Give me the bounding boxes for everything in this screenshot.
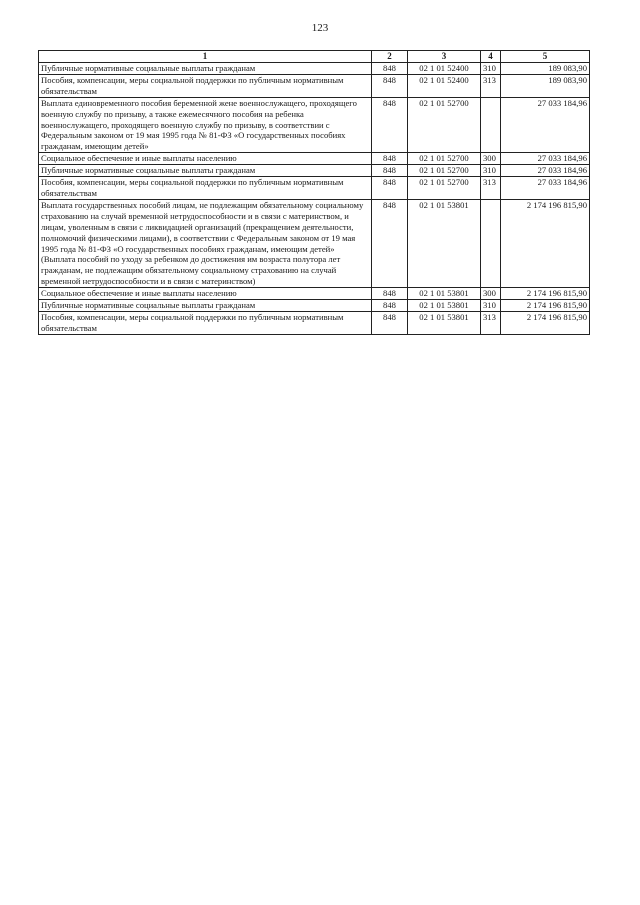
table-row: [39, 153, 590, 165]
table-row: [39, 74, 590, 97]
row-vr: [481, 97, 501, 153]
header-col-4: 4: [481, 51, 501, 63]
row-sum: 189 083,90: [501, 63, 590, 75]
page-number: 123: [311, 22, 329, 34]
row-ved: 848: [372, 199, 408, 287]
row-sum: 2 174 196 815,90: [501, 300, 590, 312]
header-col-3: 3: [408, 51, 481, 63]
table-row: [39, 311, 590, 334]
header-col-5: 5: [501, 51, 590, 63]
row-csr: 02 1 01 53801: [408, 300, 481, 312]
row-vr: 313: [481, 311, 501, 334]
budget-table: [38, 50, 590, 335]
row-csr: 02 1 01 52400: [408, 63, 481, 75]
row-ved: 848: [372, 288, 408, 300]
header-row: [39, 51, 590, 63]
row-sum: 189 083,90: [501, 74, 590, 97]
row-name: Пособия, компенсации, меры социальной поддержки по публичным нормативным обязательствам: [39, 74, 372, 97]
row-sum: 27 033 184,96: [501, 177, 590, 200]
row-vr: 310: [481, 63, 501, 75]
row-vr: 300: [481, 288, 501, 300]
row-vr: 300: [481, 153, 501, 165]
row-sum: 2 174 196 815,90: [501, 199, 590, 287]
row-csr: 02 1 01 52700: [408, 153, 481, 165]
row-sum: 27 033 184,96: [501, 153, 590, 165]
table-row: [39, 199, 590, 287]
row-ved: 848: [372, 177, 408, 200]
table-row: [39, 177, 590, 200]
row-ved: 848: [372, 74, 408, 97]
row-sum: 27 033 184,96: [501, 97, 590, 153]
row-ved: 848: [372, 165, 408, 177]
row-name: Пособия, компенсации, меры социальной поддержки по публичным нормативным обязательствам: [39, 311, 372, 334]
row-name: Публичные нормативные социальные выплаты гражданам: [39, 165, 372, 177]
table-row: [39, 300, 590, 312]
header-col-2: 2: [372, 51, 408, 63]
row-csr: 02 1 01 52700: [408, 177, 481, 200]
row-csr: 02 1 01 52700: [408, 97, 481, 153]
table-row: [39, 97, 590, 153]
row-vr: 313: [481, 177, 501, 200]
row-csr: 02 1 01 52400: [408, 74, 481, 97]
header-col-1: 1: [39, 51, 372, 63]
table-row: [39, 165, 590, 177]
row-ved: 848: [372, 97, 408, 153]
row-name: Пособия, компенсации, меры социальной поддержки по публичным нормативным обязательствам: [39, 177, 372, 200]
row-vr: [481, 199, 501, 287]
row-name: Выплата государственных пособий лицам, не подлежащим обязательному социальному страхованию на случай временной нетрудоспособности и в связи с материнством, и лицам, уволенным в связи с ликвидацией организаций (прекращением деятельности, полномочий физическими лицами), в соответствии с Федеральным законом от 19 мая 1995 года № 81-ФЗ «О государственных пособиях гражданам, имеющим детей» (Выплата пособий по уходу за ребенком до достижения им возраста полутора лет гражданам, не подлежащим обязательному социальному страхованию на случай временной нетрудоспособности и в связи с материнством): [39, 199, 372, 287]
row-ved: 848: [372, 300, 408, 312]
row-name: Выплата единовременного пособия беременной жене военнослужащего, проходящего военную службу по призыву, а также ежемесячного пособия на ребенка военнослужащего, проходящего военную службу по призыву, в соответствии с Федеральным законом от 19 мая 1995 года № 81-ФЗ «О государственных пособиях гражданам, имеющим детей»: [39, 97, 372, 153]
row-name: Публичные нормативные социальные выплаты гражданам: [39, 63, 372, 75]
row-csr: 02 1 01 53801: [408, 288, 481, 300]
row-ved: 848: [372, 153, 408, 165]
table-row: [39, 63, 590, 75]
row-sum: 2 174 196 815,90: [501, 311, 590, 334]
row-name: Публичные нормативные социальные выплаты гражданам: [39, 300, 372, 312]
row-name: Социальное обеспечение и иные выплаты населению: [39, 153, 372, 165]
row-sum: 2 174 196 815,90: [501, 288, 590, 300]
row-vr: 310: [481, 300, 501, 312]
row-vr: 310: [481, 165, 501, 177]
row-sum: 27 033 184,96: [501, 165, 590, 177]
row-vr: 313: [481, 74, 501, 97]
row-ved: 848: [372, 63, 408, 75]
table-row: [39, 288, 590, 300]
row-csr: 02 1 01 53801: [408, 311, 481, 334]
row-csr: 02 1 01 53801: [408, 199, 481, 287]
row-csr: 02 1 01 52700: [408, 165, 481, 177]
row-name: Социальное обеспечение и иные выплаты населению: [39, 288, 372, 300]
row-ved: 848: [372, 311, 408, 334]
